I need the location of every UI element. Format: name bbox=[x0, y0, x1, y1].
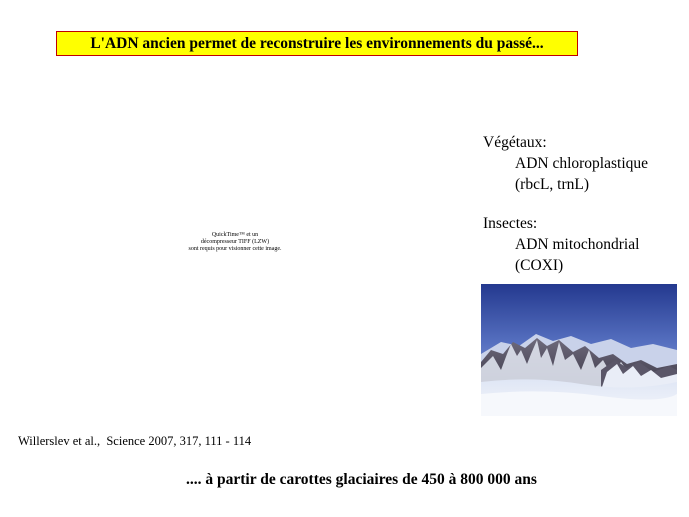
insectes-heading: Insectes: bbox=[483, 215, 538, 232]
vegetaux-dna-type: ADN chloroplastique bbox=[515, 155, 649, 172]
vegetaux-heading: Végétaux: bbox=[483, 134, 547, 151]
slide-title: L'ADN ancien permet de reconstruire les environnements du passé... bbox=[56, 31, 578, 56]
missing-image-placeholder bbox=[150, 232, 320, 253]
vegetaux-markers: (rbcL, trnL) bbox=[515, 176, 590, 193]
list-spacer bbox=[483, 195, 683, 213]
insectes-markers: (COXI) bbox=[515, 257, 564, 274]
placeholder-line: décompresseur TIFF (LZW) bbox=[200, 239, 270, 245]
glacier-photo bbox=[481, 284, 677, 416]
placeholder-line: QuickTime™ et un bbox=[211, 232, 259, 238]
placeholder-line: sont requis pour visionner cette image. bbox=[188, 246, 282, 252]
citation-reference: Willerslev et al., Science 2007, 317, 111 - 114 bbox=[18, 434, 252, 448]
dna-markers-list bbox=[483, 132, 683, 276]
insectes-dna-type: ADN mitochondrial bbox=[515, 236, 640, 253]
footer-statement: .... à partir de carottes glaciaires de 450 à 800 000 ans bbox=[186, 471, 537, 488]
glacier-landscape-image bbox=[481, 284, 677, 416]
